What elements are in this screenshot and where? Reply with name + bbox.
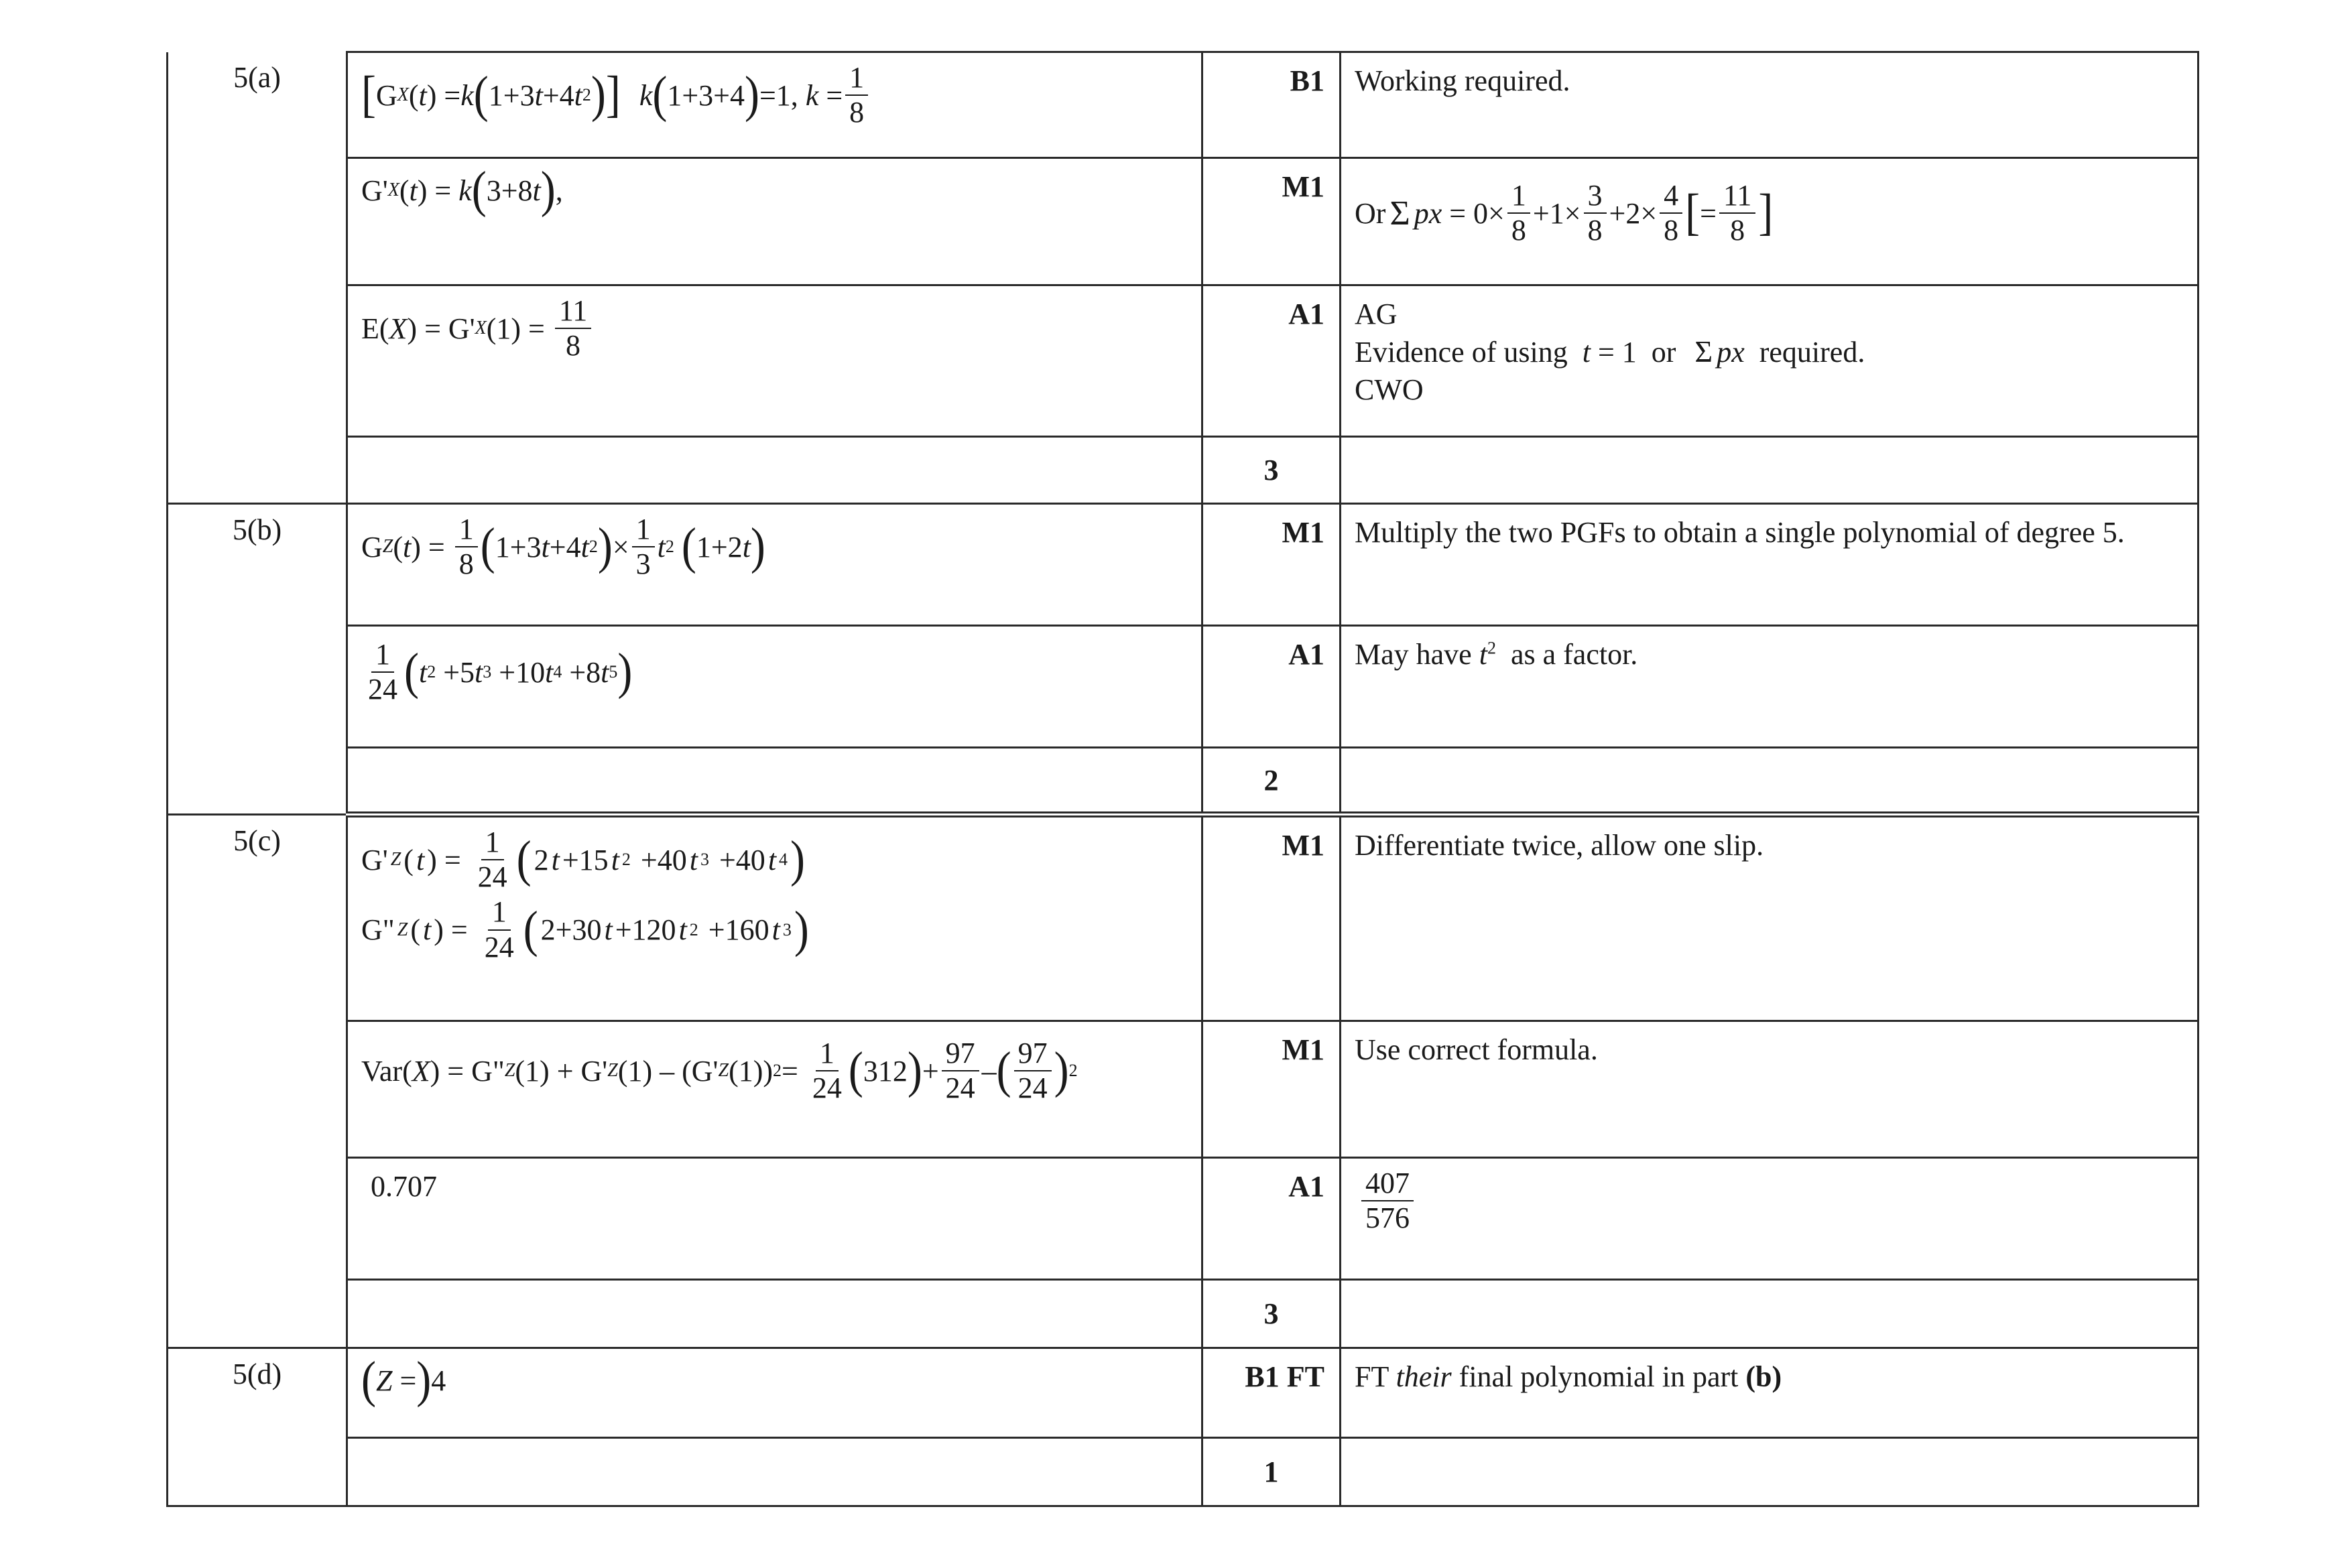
- question-number: [168, 158, 347, 285]
- table-row-total: [168, 1280, 2199, 1348]
- question-number: 5(d): [168, 1348, 347, 1438]
- answer-cell: [347, 504, 1202, 626]
- guidance-text: or: [1651, 336, 1676, 369]
- table-row: [168, 1158, 2199, 1280]
- guidance-cell: [1341, 437, 2199, 504]
- guidance-math: Or Σ px = 0× $\frac{1}{8}$ +1× $\frac{3}{8}$ +2× $\frac{4}{8}$ [ = $\frac{11}{8}$ ]: [1355, 179, 1774, 247]
- answer-cell: [347, 437, 1202, 504]
- total-marks: 1: [1202, 1438, 1341, 1506]
- answer-math: G' Z ( t ) = $\frac{1}{24}$ ( 2 t +15 t 2 +40 t 3 +40 t 4 ): [361, 826, 806, 894]
- mark-code: B1: [1202, 52, 1341, 158]
- mark-code: M1: [1202, 1021, 1341, 1158]
- question-number: [168, 1021, 347, 1158]
- guidance-cell: [1341, 748, 2199, 815]
- table-row: [168, 626, 2199, 748]
- mark-scheme-sheet: [166, 51, 2197, 1507]
- guidance-text: as a factor.: [1510, 638, 1638, 671]
- guidance-text: FT: [1355, 1360, 1396, 1393]
- question-number: [168, 626, 347, 748]
- answer-cell: [347, 815, 1202, 1021]
- guidance-cell: May have $t^2$ as a factor.: [1341, 626, 2199, 748]
- guidance-cell: [1341, 1158, 2199, 1280]
- table-row: [168, 285, 2199, 437]
- answer-cell: [347, 1438, 1202, 1506]
- answer-math: E( X ) = G' X (1) = $\frac{11}{8}$: [361, 296, 594, 361]
- question-number: [168, 1438, 347, 1506]
- answer-math: [ G X ( t ) = k ( 1+3 t +4 t 2 ) ] k ( 1+3+4 ) =1, k = $\frac{1}{8}$: [361, 62, 871, 128]
- table-row-total: [168, 437, 2199, 504]
- table-row: [168, 158, 2199, 285]
- question-number: 5(a): [168, 52, 347, 158]
- mark-code: M1: [1202, 504, 1341, 626]
- answer-cell: [347, 52, 1202, 158]
- mark-code: M1: [1202, 158, 1341, 285]
- answer-cell: [347, 285, 1202, 437]
- guidance-cell: [1341, 285, 2199, 437]
- guidance-text: Use correct formula.: [1341, 1021, 2199, 1158]
- answer-cell: [347, 1348, 1202, 1438]
- answer-math: Var( X ) = G" Z (1) + G' Z (1) – (G' Z (1)) 2 = $\frac{1}{24}$ ( 312 ) + $\frac{97}{24}$ – ( $\frac{97}{24}$ ) 2: [361, 1037, 1078, 1105]
- guidance-text: Multiply the two PGFs to obtain a single polynomial of degree 5.: [1341, 504, 2199, 626]
- answer-math: G Z ( t ) = $\frac{1}{8}$ ( 1+3 t +4 t 2 ) × $\frac{1}{3}$ t 2 ( 1+2 t ): [361, 513, 765, 581]
- guidance-fraction: [1361, 1168, 1414, 1234]
- guidance-text-bold: (b): [1745, 1360, 1782, 1393]
- table-row: [168, 504, 2199, 626]
- question-number: 5(c): [168, 815, 347, 1021]
- answer-math: G' X ( t ) = k ( 3+8 t ) ,: [361, 161, 563, 218]
- guidance-evidence: Evidence of using t = 1 or Σ px required.: [1355, 334, 1865, 369]
- total-marks: 3: [1202, 1280, 1341, 1348]
- fraction-numerator: 407: [1361, 1168, 1414, 1201]
- answer-value: 0.707: [347, 1158, 1202, 1280]
- guidance-cell: [1341, 1280, 2199, 1348]
- answer-cell: [347, 626, 1202, 748]
- answer-math: $\frac{1}{24}$ ( t 2 +5 t 3 +10 t 4 +8 t 5 ): [368, 638, 633, 706]
- answer-math: ( Z = ) 4: [361, 1352, 446, 1409]
- table-row-total: [168, 1438, 2199, 1506]
- answer-cell: [347, 1021, 1202, 1158]
- guidance-cwo: CWO: [1355, 373, 1424, 406]
- guidance-text: Working required.: [1341, 52, 2199, 158]
- guidance-cell: [1341, 158, 2199, 285]
- table-row-total: [168, 748, 2199, 815]
- mark-scheme-table: [166, 51, 2199, 1507]
- table-row: [168, 1348, 2199, 1438]
- guidance-text: Differentiate twice, allow one slip.: [1341, 815, 2199, 1021]
- fraction-denominator: 576: [1365, 1201, 1410, 1235]
- guidance-text: required.: [1759, 336, 1865, 369]
- question-number: [168, 437, 347, 504]
- guidance-text: final polynomial in part: [1451, 1360, 1746, 1393]
- table-row: [168, 52, 2199, 158]
- guidance-text: May have: [1355, 638, 1472, 671]
- mark-code: A1: [1202, 1158, 1341, 1280]
- mark-code: M1: [1202, 815, 1341, 1021]
- guidance-ag: AG: [1355, 298, 1398, 330]
- table-row: [168, 815, 2199, 1021]
- question-number: [168, 1158, 347, 1280]
- answer-math: G" Z ( t ) = $\frac{1}{24}$ ( 2+30 t +120 t 2 +160 t 3 ): [361, 895, 809, 964]
- mark-code: A1: [1202, 285, 1341, 437]
- answer-cell: [347, 1280, 1202, 1348]
- mark-code: B1 FT: [1202, 1348, 1341, 1438]
- guidance-cell: [1341, 1438, 2199, 1506]
- table-row: [168, 1021, 2199, 1158]
- question-number: [168, 1280, 347, 1348]
- answer-cell: [347, 158, 1202, 285]
- mark-code: A1: [1202, 626, 1341, 748]
- question-number: [168, 748, 347, 815]
- guidance-text-italic: their: [1396, 1360, 1452, 1393]
- total-marks: 3: [1202, 437, 1341, 504]
- question-number: [168, 285, 347, 437]
- guidance-cell: [1341, 1348, 2199, 1438]
- guidance-text: Evidence of using: [1355, 336, 1568, 369]
- answer-cell: [347, 748, 1202, 815]
- total-marks: 2: [1202, 748, 1341, 815]
- question-number: 5(b): [168, 504, 347, 626]
